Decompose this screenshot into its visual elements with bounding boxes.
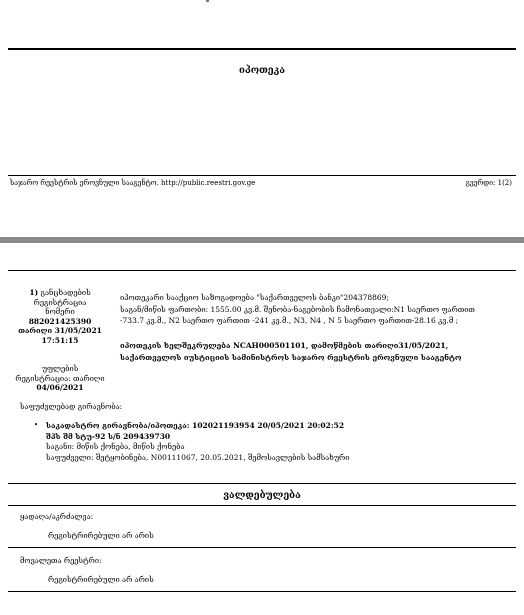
debtors-label: მოვალეთა რეესტრი: <box>20 556 102 565</box>
seizure-rule <box>8 547 516 548</box>
entry-first-row <box>8 288 112 298</box>
basis-label: საფუძვლებად გირავნობა: <box>20 402 123 411</box>
obligations-top-rule <box>8 483 516 484</box>
area-line-1: საგან/მიწის ფართობი: 1555.00 კვ.მ. შენობა-ნაგებობის ჩამონათვალი:N1 საერთო ფართით <box>120 304 475 314</box>
contract-line-2: საქართველოს იუსტიციის სამინისტროს საჯარო რეესტრის ეროვნული სააგენტო <box>120 352 462 362</box>
entry-reg-meta <box>8 364 112 393</box>
page1-title: იპოთეკა <box>239 65 285 76</box>
entry-time: 17:51:15 <box>41 335 79 345</box>
page2-top-rule <box>8 270 516 271</box>
entry-label-1: განცხადების <box>40 288 91 297</box>
basis-line-3: საგანი: მიწის ქონება, მიწის ქონება <box>46 442 185 451</box>
contract-text <box>120 340 516 363</box>
area-line-2: -733.7 კვ.მ., N2 საერთო ფართით -241 კვ.მ., N3, N4 , N 5 საერთო ფართით-28.16 კვ.მ ; <box>120 316 459 325</box>
page1-top-rule <box>8 48 516 50</box>
mortgagee-line: იპოთეკარი სააქციო საზოგადოება "საქართველოს ბანკი"204378869; <box>120 293 389 302</box>
entry-meta <box>8 288 112 345</box>
obligations-bottom-rule <box>8 505 516 506</box>
debtors-rule <box>8 591 516 592</box>
entry-reg-date: 04/06/2021 <box>36 383 84 392</box>
obligations-title: ვალდებულება <box>223 490 301 501</box>
entry-reg-number: 882021425390 <box>28 316 92 326</box>
entry-date: თარიღი 31/05/2021 <box>18 326 102 335</box>
debtors-value: რეგისტრირებული არ არის <box>48 575 154 584</box>
seizure-value: რეგისტრირებული არ არის <box>48 531 154 540</box>
top-mark <box>206 0 209 2</box>
page1-footer-left: საჯარო რეესტრის ეროვნული სააგენტო. http://public.reestri.gov.ge <box>10 179 256 187</box>
page-break-band <box>0 237 524 243</box>
basis-line-4: საფუძველი: შეტყობინება, N00111067, 20.05.2021, შემოსავლების სამსახური <box>46 452 350 462</box>
basis-details <box>46 421 349 463</box>
seizure-label: ყადაღა/აკრძალვა: <box>20 512 94 521</box>
page1-footer-right: გვერდი: 1(2) <box>465 179 512 187</box>
bullet-dot: • <box>34 421 39 429</box>
entry-label-4: უფლების <box>41 364 79 373</box>
entry-label-3: ნომერი <box>45 307 75 316</box>
entry-label-2: რეგისტრაცია <box>33 297 87 307</box>
basis-line-1: საკადასტრო გირავნობა/იპოთეკა: 102021193954 20/05/2021 20:02:52 <box>46 421 345 430</box>
page1-footer-rule <box>8 175 516 176</box>
contract-line-1: იპოთეკის ხელშეკრულება NCAH000501101, დამოწმების თარიღი31/05/2021, <box>120 341 449 350</box>
entry-label-5: რეგისტრაცია: თარიღი <box>15 373 105 383</box>
basis-line-2: შპს შმ სტუ-92 ს/ნ 209439730 <box>46 431 171 441</box>
entry-text <box>120 292 516 327</box>
entry-number: 1) <box>29 288 39 297</box>
